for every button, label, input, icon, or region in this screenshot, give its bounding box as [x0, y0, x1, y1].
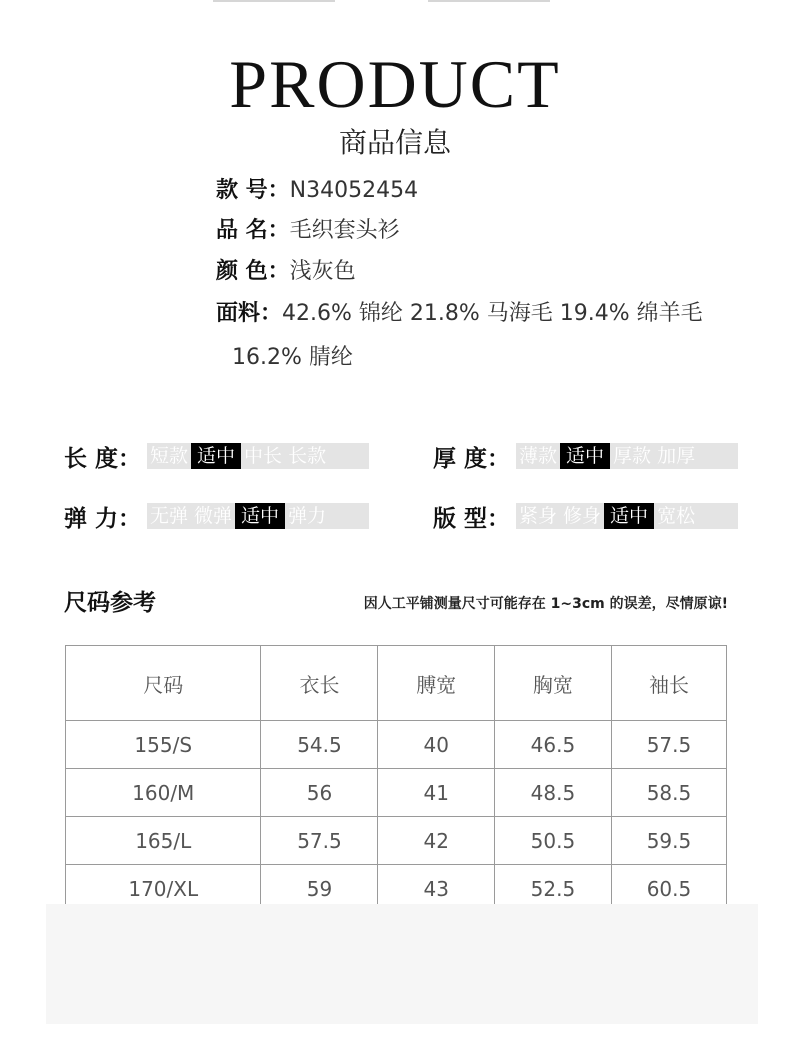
top-divider-left [213, 0, 335, 2]
cell-length: 57.5 [261, 817, 378, 865]
fit-option-loose: 宽松 [657, 505, 696, 527]
cell-chest: 48.5 [494, 769, 611, 817]
size-table [65, 645, 727, 913]
fabric-value-line2: 16.2% 腈纶 [232, 345, 353, 370]
attribute-thickness-label: 厚 度： [433, 445, 511, 472]
thickness-option-selected: 适中 [560, 443, 610, 469]
fabric-value: 42.6% 锦纶 21.8% 马海毛 19.4% 绵羊毛 [282, 301, 703, 326]
cell-shoulder: 43 [378, 865, 494, 913]
table-row [66, 721, 727, 769]
attribute-fit [433, 501, 738, 531]
fabric-row [216, 298, 703, 330]
top-divider-right [428, 0, 550, 2]
size-chart-title: 尺码参考 [64, 590, 156, 616]
size-table-header-row [66, 646, 727, 721]
color-label: 颜 色： [216, 259, 290, 284]
elasticity-option-selected: 适中 [235, 503, 285, 529]
length-option-short: 短款 [150, 445, 189, 467]
attribute-elasticity-label: 弹 力： [64, 505, 142, 532]
cell-length: 59 [261, 865, 378, 913]
header-length: 衣长 [261, 646, 378, 721]
header-shoulder: 膊宽 [378, 646, 494, 721]
cell-chest: 50.5 [494, 817, 611, 865]
cell-sleeve: 59.5 [611, 817, 726, 865]
header-sleeve: 袖长 [611, 646, 726, 721]
fabric-label: 面料： [216, 301, 283, 326]
elasticity-option-stretch: 弹力 [288, 505, 327, 527]
elasticity-option-slight: 微弹 [194, 505, 233, 527]
page-subtitle: 商品信息 [338, 126, 451, 159]
elasticity-option-none: 无弹 [150, 505, 189, 527]
attribute-fit-label: 版 型： [433, 505, 511, 532]
product-name-label: 品 名： [216, 218, 290, 243]
style-number-label: 款 号： [216, 178, 290, 203]
fit-option-slim: 修身 [563, 505, 602, 527]
cell-shoulder: 40 [378, 721, 494, 769]
fit-option-selected: 适中 [604, 503, 654, 529]
attribute-length [64, 441, 369, 471]
color-row [216, 256, 356, 288]
cell-length: 56 [261, 769, 378, 817]
cell-sleeve: 58.5 [611, 769, 726, 817]
cell-size: 155/S [66, 721, 261, 769]
bottom-panel [46, 904, 758, 1024]
length-option-long: 长款 [288, 445, 327, 467]
cell-sleeve: 60.5 [611, 865, 726, 913]
cell-length: 54.5 [261, 721, 378, 769]
cell-size: 165/L [66, 817, 261, 865]
attribute-length-label: 长 度： [64, 445, 142, 472]
size-chart-note: 因人工平铺测量尺寸可能存在 1~3cm 的误差，尽情原谅! [363, 596, 728, 612]
header-chest: 胸宽 [494, 646, 611, 721]
cell-size: 160/M [66, 769, 261, 817]
style-number-value: N34052454 [289, 178, 419, 203]
cell-chest: 52.5 [494, 865, 611, 913]
product-name-value: 毛织套头衫 [289, 218, 400, 243]
color-value: 浅灰色 [289, 259, 356, 284]
length-option-mid-long: 中长 [244, 445, 283, 467]
attribute-elasticity-scale [147, 503, 369, 529]
cell-sleeve: 57.5 [611, 721, 726, 769]
attribute-elasticity [64, 501, 369, 531]
attribute-fit-scale [516, 503, 738, 529]
fit-option-tight: 紧身 [519, 505, 558, 527]
cell-shoulder: 41 [378, 769, 494, 817]
header-size: 尺码 [66, 646, 261, 721]
attribute-length-scale [147, 443, 369, 469]
table-row [66, 817, 727, 865]
cell-chest: 46.5 [494, 721, 611, 769]
page-title: PRODUCT [229, 46, 561, 122]
thickness-option-thin: 薄款 [519, 445, 558, 467]
length-option-selected: 适中 [191, 443, 241, 469]
cell-size: 170/XL [66, 865, 261, 913]
style-number-row [216, 175, 418, 207]
attribute-thickness [433, 441, 738, 471]
cell-shoulder: 42 [378, 817, 494, 865]
table-row [66, 769, 727, 817]
thickness-option-extra-thick: 加厚 [657, 445, 696, 467]
thickness-option-thick: 厚款 [613, 445, 652, 467]
product-name-row [216, 215, 400, 247]
attribute-thickness-scale [516, 443, 738, 469]
